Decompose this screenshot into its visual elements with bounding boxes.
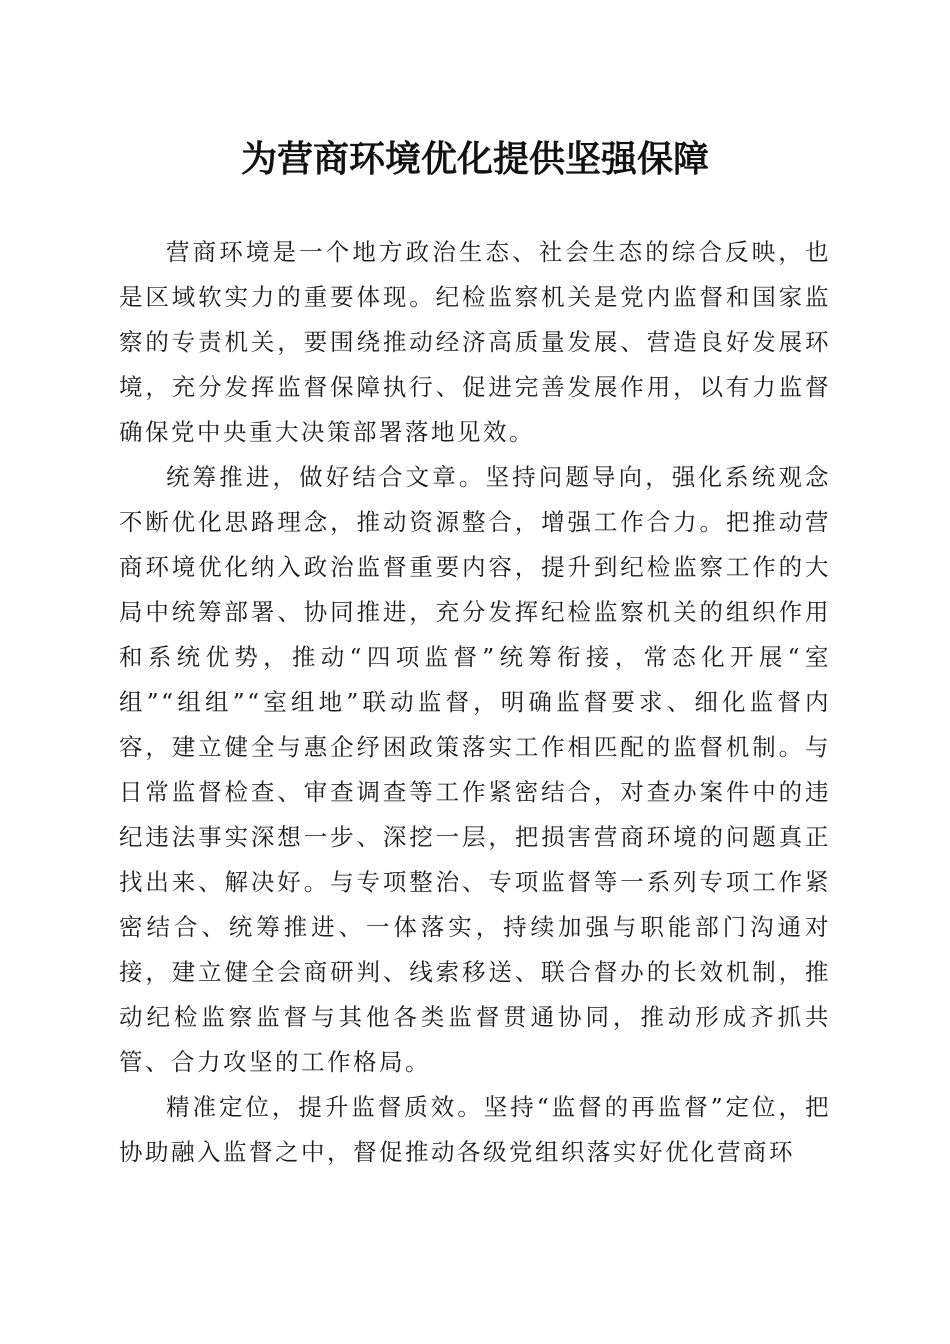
paragraph-2: 统筹推进，做好结合文章。坚持问题导向，强化系统观念不断优化思路理念，推动资源整合，增强工作合力。把推动营商环境优化纳入政治监督重要内容，提升到纪检监察工作的大局中统筹部署、协同推进，充分发挥纪检监察机关的组织作用和系统优势，推动“四项监督”统筹衔接，常态化开展“室组”“组组”“室组地”联动监督，明确监督要求、细化监督内容，建立健全与惠企纾困政策落实工作相匹配的监督机制。与日常监督检查、审查调查等工作紧密结合，对查办案件中的违纪违法事实深想一步、深挖一层，把损害营商环境的问题真正找出来、解决好。与专项整治、专项监督等一系列专项工作紧密结合、统筹推进、一体落实，持续加强与职能部门沟通对接，建立健全会商研判、线索移送、联合督办的长效机制，推动纪检监察监督与其他各类监督贯通协同，推动形成齐抓共管、合力攻坚的工作格局。: [119, 463, 831, 1076]
paragraph-3: 精准定位，提升监督质效。坚持“监督的再监督”定位，把协助融入监督之中，督促推动各级党组织落实好优化营商环: [119, 1093, 831, 1166]
document-body: [119, 230, 831, 1175]
paragraph-1: 营商环境是一个地方政治生态、社会生态的综合反映，也是区域软实力的重要体现。纪检监察机关是党内监督和国家监察的专责机关，要围绕推动经济高质量发展、营造良好发展环境，充分发挥监督保障执行、促进完善发展作用，以有力监督确保党中央重大决策部署落地见效。: [119, 238, 831, 446]
document-title: 为营商环境优化提供坚强保障: [240, 138, 709, 180]
